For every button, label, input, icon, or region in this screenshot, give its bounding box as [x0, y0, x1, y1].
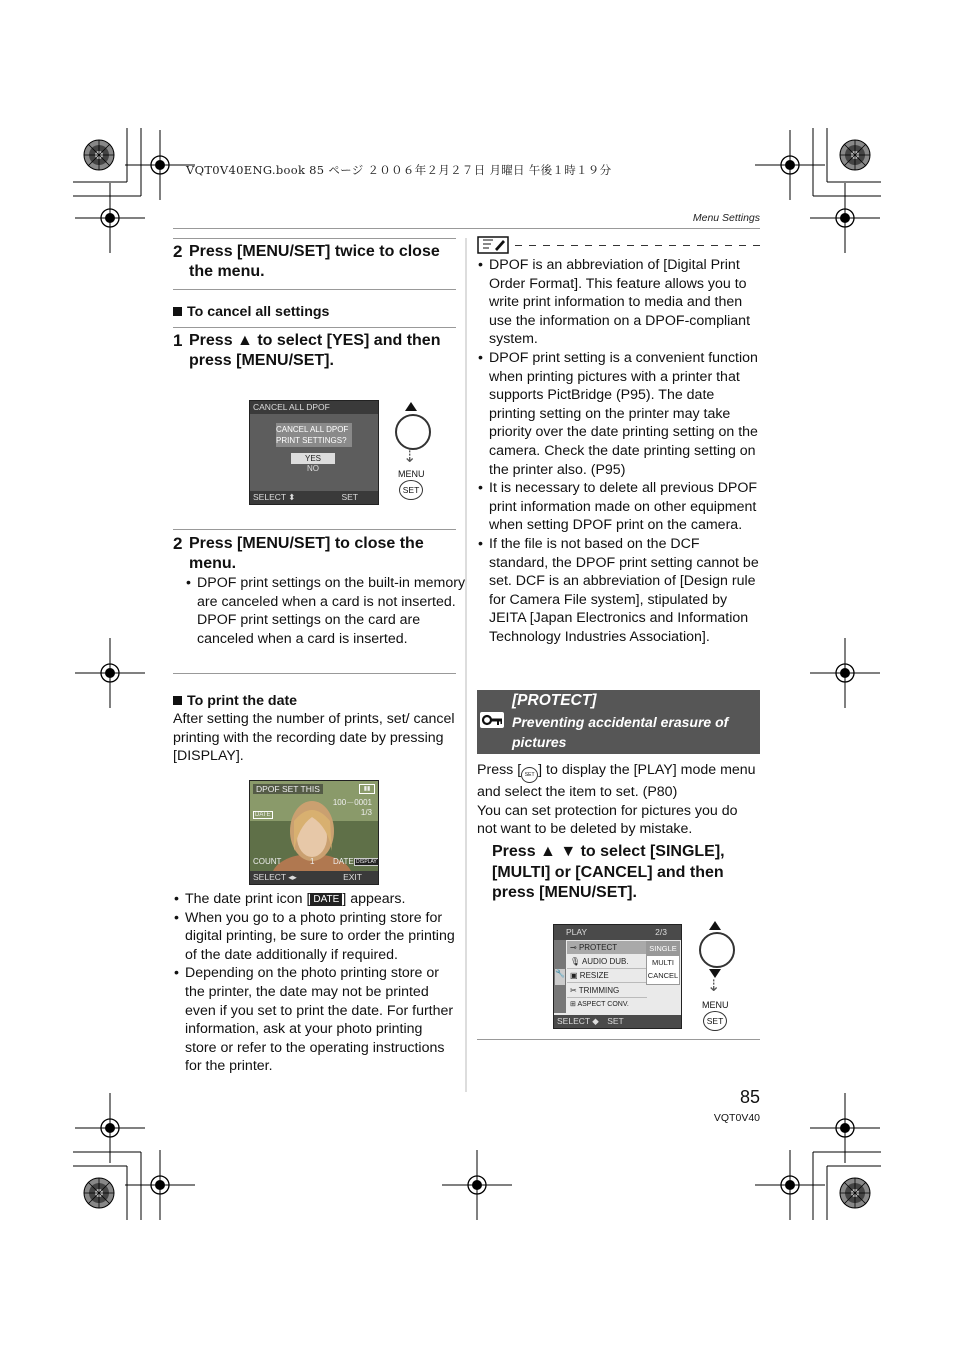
menu-set-button[interactable]: SET: [703, 1011, 727, 1031]
camera-screen-play-menu: [553, 924, 682, 1029]
option-multi[interactable]: MULTI: [652, 957, 674, 967]
print-date-heading: To print the date: [173, 693, 297, 709]
screen-footer: SELECT ◂▸ EXIT: [250, 871, 378, 884]
menu-set-icon: SET: [521, 767, 538, 783]
step-text: Press [MENU/SET] to close the menu.: [189, 535, 424, 572]
confirm-question: CANCEL ALL DPOF PRINT SETTINGS?: [276, 423, 352, 447]
screen-title: PLAY 2/3: [554, 925, 681, 940]
date-print-icon: DATE: [310, 893, 342, 906]
menu-set-button[interactable]: SET: [399, 480, 423, 500]
up-arrow-icon: [405, 402, 417, 411]
note-icon: [477, 236, 509, 254]
divider: [173, 673, 456, 674]
date-icon: DATE: [255, 812, 271, 818]
down-arrow-icon: ⇣: [403, 449, 417, 466]
menu-item-aspect-conv[interactable]: ⊞ ASPECT CONV.: [570, 1001, 629, 1008]
resize-icon: ▣: [570, 971, 578, 980]
step-2-close-menu-b: [173, 534, 456, 574]
step-text: Press [MENU/SET] twice to close the menu.: [189, 243, 440, 280]
screen-title: CANCEL ALL DPOF: [250, 401, 378, 414]
camera-screen-cancel-all: [249, 400, 379, 505]
protect-intro: Press [ SET ] to display the [PLAY] mode menu and select the item to set. (P80) You can set protection for pictures you do not want to be deleted by mistake.: [477, 762, 756, 838]
cursor-dial-icon: [395, 414, 431, 450]
step-2-note: • DPOF print settings on the built-in memory are canceled when a card is not inserted. DPOF print settings on the card are canceled when a card is inserted.: [185, 574, 467, 648]
square-bullet-icon: [173, 307, 182, 316]
yes-option[interactable]: YES: [291, 453, 335, 464]
display-button-icon: DISPLAY: [356, 859, 377, 865]
list-item: • If the file is not based on the DCF standard, the DPOF print setting cannot be set. DCF is an abbreviation of [Design rule for Camera File system], stipulated by JEITA [Japan Electronics and Information Technology Industries Association].: [477, 535, 760, 647]
divider: [173, 529, 456, 530]
press-arrow-icon: ⇣: [707, 978, 721, 995]
step-1-select-yes: [173, 331, 456, 371]
step-number: 1: [173, 331, 183, 350]
step-number: 2: [173, 242, 183, 261]
note-dashed-rule: [515, 244, 760, 248]
down-arrow-icon: [709, 969, 721, 978]
print-date-notes: [173, 890, 456, 1076]
protect-title: [PROTECT]: [512, 692, 597, 709]
menu-item-protect[interactable]: ⊸ PROTECT: [567, 941, 647, 954]
list-item: • It is necessary to delete all previous DPOF print information made on other equipment when setting DPOF print on the camera.: [477, 479, 760, 535]
cancel-all-heading: To cancel all settings: [173, 304, 329, 320]
divider: [173, 238, 456, 239]
step-number: 2: [173, 534, 183, 553]
count-label: COUNT: [253, 857, 282, 866]
microphone-icon: 🎙: [570, 957, 581, 966]
cursor-dial-icon: [699, 932, 735, 968]
doc-code: VQT0V40: [713, 1112, 760, 1124]
protect-options: [646, 941, 680, 985]
menu-label: MENU: [702, 1000, 729, 1010]
header-rule: [173, 228, 760, 229]
menu-item-trimming[interactable]: ✂ TRIMMING: [567, 984, 647, 998]
print-header: VQT0V40ENG.book 85 ページ ２００６年２月２７日 月曜日 午後１時１９分: [186, 163, 612, 177]
divider: [173, 327, 456, 328]
scissors-icon: ✂: [570, 986, 577, 995]
protect-section-header: [477, 690, 760, 754]
step-text: Press ▲ to select [YES] and then press [MENU/SET].: [189, 332, 441, 369]
screen-title: DPOF SET THIS: [253, 784, 323, 794]
image-count: 1/3: [360, 808, 372, 817]
count-value[interactable]: 1: [310, 857, 315, 866]
screen-footer: SELECT ⬍ SET: [250, 491, 378, 504]
menu-item-audio-dub[interactable]: 🎙 AUDIO DUB.: [567, 955, 647, 969]
protect-instruction: Press ▲ ▼ to select [SINGLE], [MULTI] or [CANCEL] and then press [MENU/SET].: [492, 843, 725, 901]
option-cancel[interactable]: CANCEL: [647, 971, 679, 980]
no-option[interactable]: NO: [307, 464, 319, 473]
divider: [477, 1039, 760, 1040]
list-item: • DPOF is an abbreviation of [Digital Print Order Format]. This feature allows you to write print information to media and then use the information on a DPOF-compliant system.: [477, 256, 760, 349]
menu-item-resize[interactable]: ▣ RESIZE: [567, 969, 647, 983]
setup-tab-icon[interactable]: 🔧: [555, 969, 565, 985]
camera-screen-dpof-set: [249, 780, 379, 885]
step-2-close-menu: [173, 242, 456, 282]
print-date-body: After setting the number of prints, set/ cancel printing with the recording date by pressing [DISPLAY].: [173, 711, 455, 765]
up-arrow-icon: [709, 921, 721, 930]
square-bullet-icon: [173, 696, 182, 705]
file-number: 100－0001: [332, 798, 372, 807]
list-item: • Depending on the photo printing store or the printer, the date may not be printed even if you set to print the date. For further information, ask at your photo printing store or refer to the operating instructions for the printer.: [173, 964, 456, 1076]
list-item: • When you go to a photo printing store for digital printing, be sure to order the printing of the date additionally if required.: [173, 909, 456, 965]
list-item: • DPOF print setting is a convenient function when printing pictures with a printer that supports PictBridge (P95). The date printing setting on the printer may take priority over the date printing setting on the camera. Check the date printing setting on the printer also. (P95): [477, 349, 760, 479]
notes-list: [477, 256, 760, 646]
key-icon: ⊸: [570, 943, 577, 952]
page-number: 85: [739, 1087, 760, 1107]
protect-subtitle: Preventing accidental erasure of pictures: [512, 714, 729, 750]
battery-icon: ▮▮: [359, 784, 375, 794]
aspect-icon: ⊞: [570, 1001, 576, 1008]
date-label: DATE: [333, 857, 354, 866]
menu-label: MENU: [398, 469, 425, 479]
key-icon: [480, 712, 504, 728]
divider: [173, 289, 456, 290]
screen-footer: SELECT ◆ SET: [554, 1015, 681, 1028]
option-single[interactable]: SINGLE: [647, 942, 679, 956]
section-header: Menu Settings: [692, 212, 760, 224]
list-item: • The date print icon [ DATE ] appears.: [173, 890, 456, 909]
